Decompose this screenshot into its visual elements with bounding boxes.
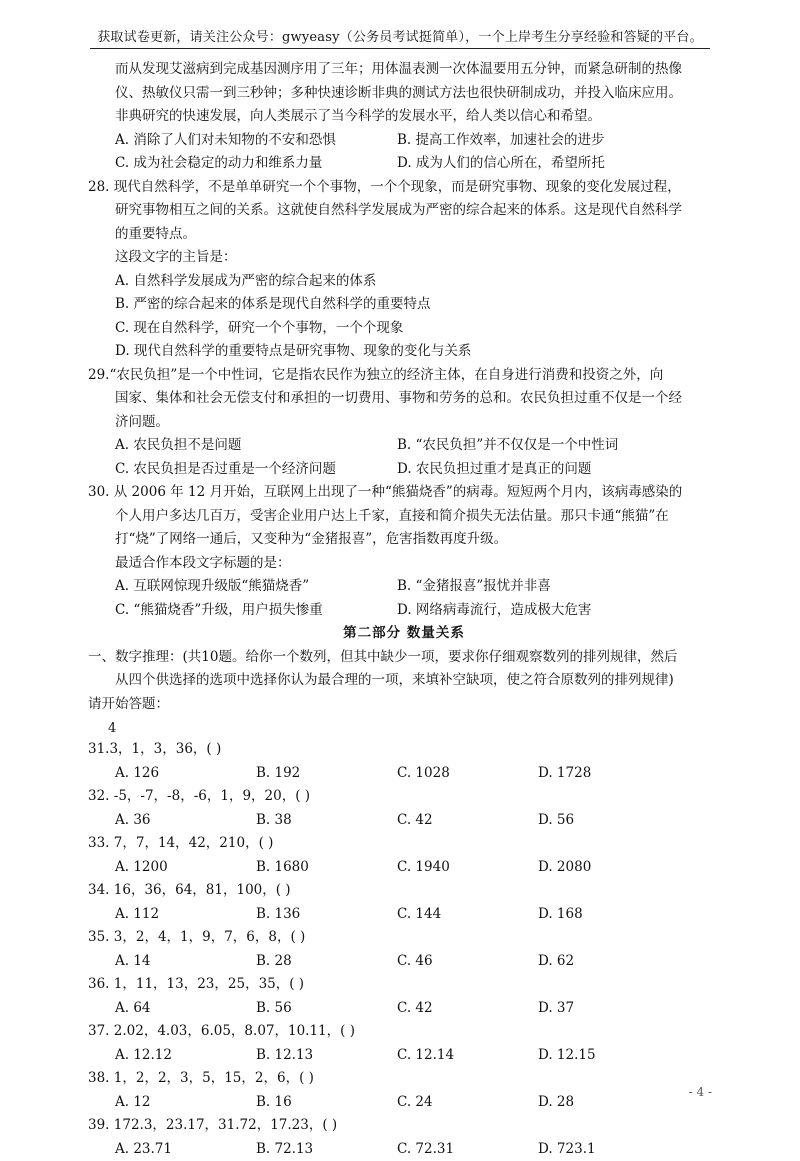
option-row: [88, 434, 720, 458]
question-prompt: 最适合作本段文字标题的是：: [88, 552, 720, 576]
question-35: [88, 926, 720, 973]
question-prompt: 这段文字的主旨是：: [88, 246, 720, 270]
option-a[interactable]: A. 自然科学发展成为严密的综合起来的体系: [88, 270, 720, 294]
option-b[interactable]: B. 56: [256, 997, 397, 1021]
option-b[interactable]: B. 28: [256, 950, 397, 974]
option-d[interactable]: D. 12.15: [538, 1044, 679, 1068]
option-row: [88, 575, 720, 599]
question-32: [88, 785, 720, 832]
option-b[interactable]: B. 提高工作效率，加速社会的进步: [397, 129, 679, 153]
option-c[interactable]: C. 46: [397, 950, 538, 974]
question-stem: 35. 3，2，4，1，9，7，6，8，( ): [88, 926, 720, 950]
option-a[interactable]: A. 互联网惊现升级版“熊猫烧香”: [115, 575, 397, 599]
option-a[interactable]: A. 农民负担不是问题: [115, 434, 397, 458]
option-d[interactable]: D. 现代自然科学的重要特点是研究事物、现象的变化与关系: [88, 340, 720, 364]
question-text: 29.“农民负担”是一个中性词，它是指农民作为独立的经济主体，在自身进行消费和投资之外，向: [88, 364, 720, 388]
option-c[interactable]: C. 现在自然科学，研究一个个事物，一个个现象: [88, 317, 720, 341]
section-intro: 一、数字推理：(共10题。给你一个数列，但其中缺少一项，要求你仔细观察数列的排列规律，然后: [88, 646, 720, 670]
question-text: 而从发现艾滋病到完成基因测序用了三年；用体温表测一次体温要用五分钟，而紧急研制的热像: [88, 58, 720, 82]
question-stem: 32. -5，-7，-8，-6，1，9，20，( ): [88, 785, 720, 809]
option-row: [88, 997, 720, 1021]
option-b[interactable]: B. “农民负担”并不仅仅是一个中性词: [397, 434, 679, 458]
option-row: [88, 599, 720, 623]
question-39: [88, 1114, 720, 1161]
option-a[interactable]: A. 1200: [115, 856, 256, 880]
option-b[interactable]: B. 136: [256, 903, 397, 927]
option-b[interactable]: B. “金猪报喜”报忧并非喜: [397, 575, 679, 599]
option-d[interactable]: D. 62: [538, 950, 679, 974]
page-content: [88, 58, 720, 1161]
fraction-numerator: 4: [108, 722, 116, 736]
option-row: [88, 903, 720, 927]
question-36: [88, 973, 720, 1020]
option-a[interactable]: A. 126: [115, 762, 256, 786]
option-c[interactable]: C. 1940: [397, 856, 538, 880]
option-row: [88, 458, 720, 482]
option-d[interactable]: D. 成为人们的信心所在，希望所托: [397, 152, 679, 176]
option-row: [88, 129, 720, 153]
section-intro: 请开始答题：: [88, 693, 720, 717]
question-33: [88, 832, 720, 879]
question-38: [88, 1067, 720, 1114]
question-text: 仪、热敏仪只需一到三秒钟；多种快速诊断非典的测试方法也很快研制成功，并投入临床应用。: [88, 82, 720, 106]
option-c[interactable]: C. 72.31: [397, 1138, 538, 1161]
option-d[interactable]: D. 723.1: [538, 1138, 679, 1161]
option-row: [88, 762, 720, 786]
option-c[interactable]: C. 农民负担是否过重是一个经济问题: [115, 458, 397, 482]
question-stem: 37. 2.02，4.03，6.05，8.07，10.11，( ): [88, 1020, 720, 1044]
option-b[interactable]: B. 16: [256, 1091, 397, 1115]
header-rule: [90, 48, 710, 49]
question-stem: 33. 7，7，14，42，210，( ): [88, 832, 720, 856]
option-d[interactable]: D. 网络病毒流行，造成极大危害: [397, 599, 679, 623]
question-text: 30. 从 2006 年 12 月开始，互联网上出现了一种“熊猫烧香”的病毒。短短两个月内，该病毒感染的: [88, 481, 720, 505]
option-b[interactable]: B. 12.13: [256, 1044, 397, 1068]
option-d[interactable]: D. 2080: [538, 856, 679, 880]
question-28: [88, 176, 720, 364]
question-text: 打“烧”了网络一通后，又变种为“金猪报喜”，危害指数再度升级。: [88, 528, 720, 552]
option-row: [88, 950, 720, 974]
option-row: [88, 809, 720, 833]
option-row: [88, 1138, 720, 1161]
option-b[interactable]: B. 192: [256, 762, 397, 786]
option-c[interactable]: C. 42: [397, 809, 538, 833]
option-a[interactable]: A. 64: [115, 997, 256, 1021]
option-c[interactable]: C. 成为社会稳定的动力和维系力量: [115, 152, 397, 176]
option-c[interactable]: C. 144: [397, 903, 538, 927]
question-29: [88, 364, 720, 482]
page-number: - 4 -: [689, 1085, 712, 1099]
option-c[interactable]: C. 42: [397, 997, 538, 1021]
option-d[interactable]: D. 28: [538, 1091, 679, 1115]
option-c[interactable]: C. 1028: [397, 762, 538, 786]
section-intro: 从四个供选择的选项中选择你认为最合理的一项，来填补空缺项，使之符合原数列的排列规律): [88, 669, 720, 693]
question-text: 28. 现代自然科学，不是单单研究一个个事物，一个个现象，而是研究事物、现象的变化发展过程，: [88, 176, 720, 200]
option-d[interactable]: D. 1728: [538, 762, 679, 786]
option-b[interactable]: B. 严密的综合起来的体系是现代自然科学的重要特点: [88, 293, 720, 317]
question-text: 个人用户多达几百万，受害企业用户达上千家，直接和简介损失无法估量。那只卡通“熊猫”在: [88, 505, 720, 529]
question-stem: 31.3，1，3，36，( ): [88, 738, 720, 762]
option-row: [88, 152, 720, 176]
option-d[interactable]: D. 56: [538, 809, 679, 833]
question-text: 非典研究的快速发展，向人类展示了当今科学的发展水平，给人类以信心和希望。: [88, 105, 720, 129]
option-d[interactable]: D. 37: [538, 997, 679, 1021]
question-text: 的重要特点。: [88, 223, 720, 247]
question-37: [88, 1020, 720, 1067]
question-stem: 38. 1，2，2，3，5，15，2，6，( ): [88, 1067, 720, 1091]
option-a[interactable]: A. 23.71: [115, 1138, 256, 1161]
option-c[interactable]: C. “熊猫烧香”升级，用户损失惨重: [115, 599, 397, 623]
option-a[interactable]: A. 12.12: [115, 1044, 256, 1068]
option-b[interactable]: B. 1680: [256, 856, 397, 880]
question-stem: 36. 1，11，13，23，25，35，( ): [88, 973, 720, 997]
question-34: [88, 879, 720, 926]
option-a[interactable]: A. 36: [115, 809, 256, 833]
header-notice: 获取试卷更新，请关注公众号：gwyeasy（公务员考试挺简单），一个上岸考生分享经验和答疑的平台。: [0, 26, 800, 45]
option-row: [88, 1091, 720, 1115]
option-d[interactable]: D. 168: [538, 903, 679, 927]
option-d[interactable]: D. 农民负担过重才是真正的问题: [397, 458, 679, 482]
option-c[interactable]: C. 24: [397, 1091, 538, 1115]
question-30: [88, 481, 720, 622]
option-a[interactable]: A. 14: [115, 950, 256, 974]
question-text: 研究事物相互之间的关系。这就使自然科学发展成为严密的综合起来的体系。这是现代自然科学: [88, 199, 720, 223]
option-row: [88, 856, 720, 880]
option-a[interactable]: A. 消除了人们对未知物的不安和恐惧: [115, 129, 397, 153]
question-stem: 34. 16，36，64，81，100，( ): [88, 879, 720, 903]
question-text: 济问题。: [88, 411, 720, 435]
question-31: [88, 716, 720, 785]
option-a[interactable]: A. 12: [115, 1091, 256, 1115]
option-row: [88, 1044, 720, 1068]
question-stem: 39. 172.3，23.17，31.72，17.23，( ): [88, 1114, 720, 1138]
option-b[interactable]: B. 72.13: [256, 1138, 397, 1161]
option-a[interactable]: A. 112: [115, 903, 256, 927]
option-b[interactable]: B. 38: [256, 809, 397, 833]
fraction-numerator-row: [88, 716, 720, 738]
question-27: [88, 58, 720, 176]
question-text: 国家、集体和社会无偿支付和承担的一切费用、事物和劳务的总和。农民负担过重不仅是一个经: [88, 387, 720, 411]
page-header: [0, 0, 800, 52]
section-title: 第二部分 数量关系: [88, 622, 720, 646]
option-c[interactable]: C. 12.14: [397, 1044, 538, 1068]
